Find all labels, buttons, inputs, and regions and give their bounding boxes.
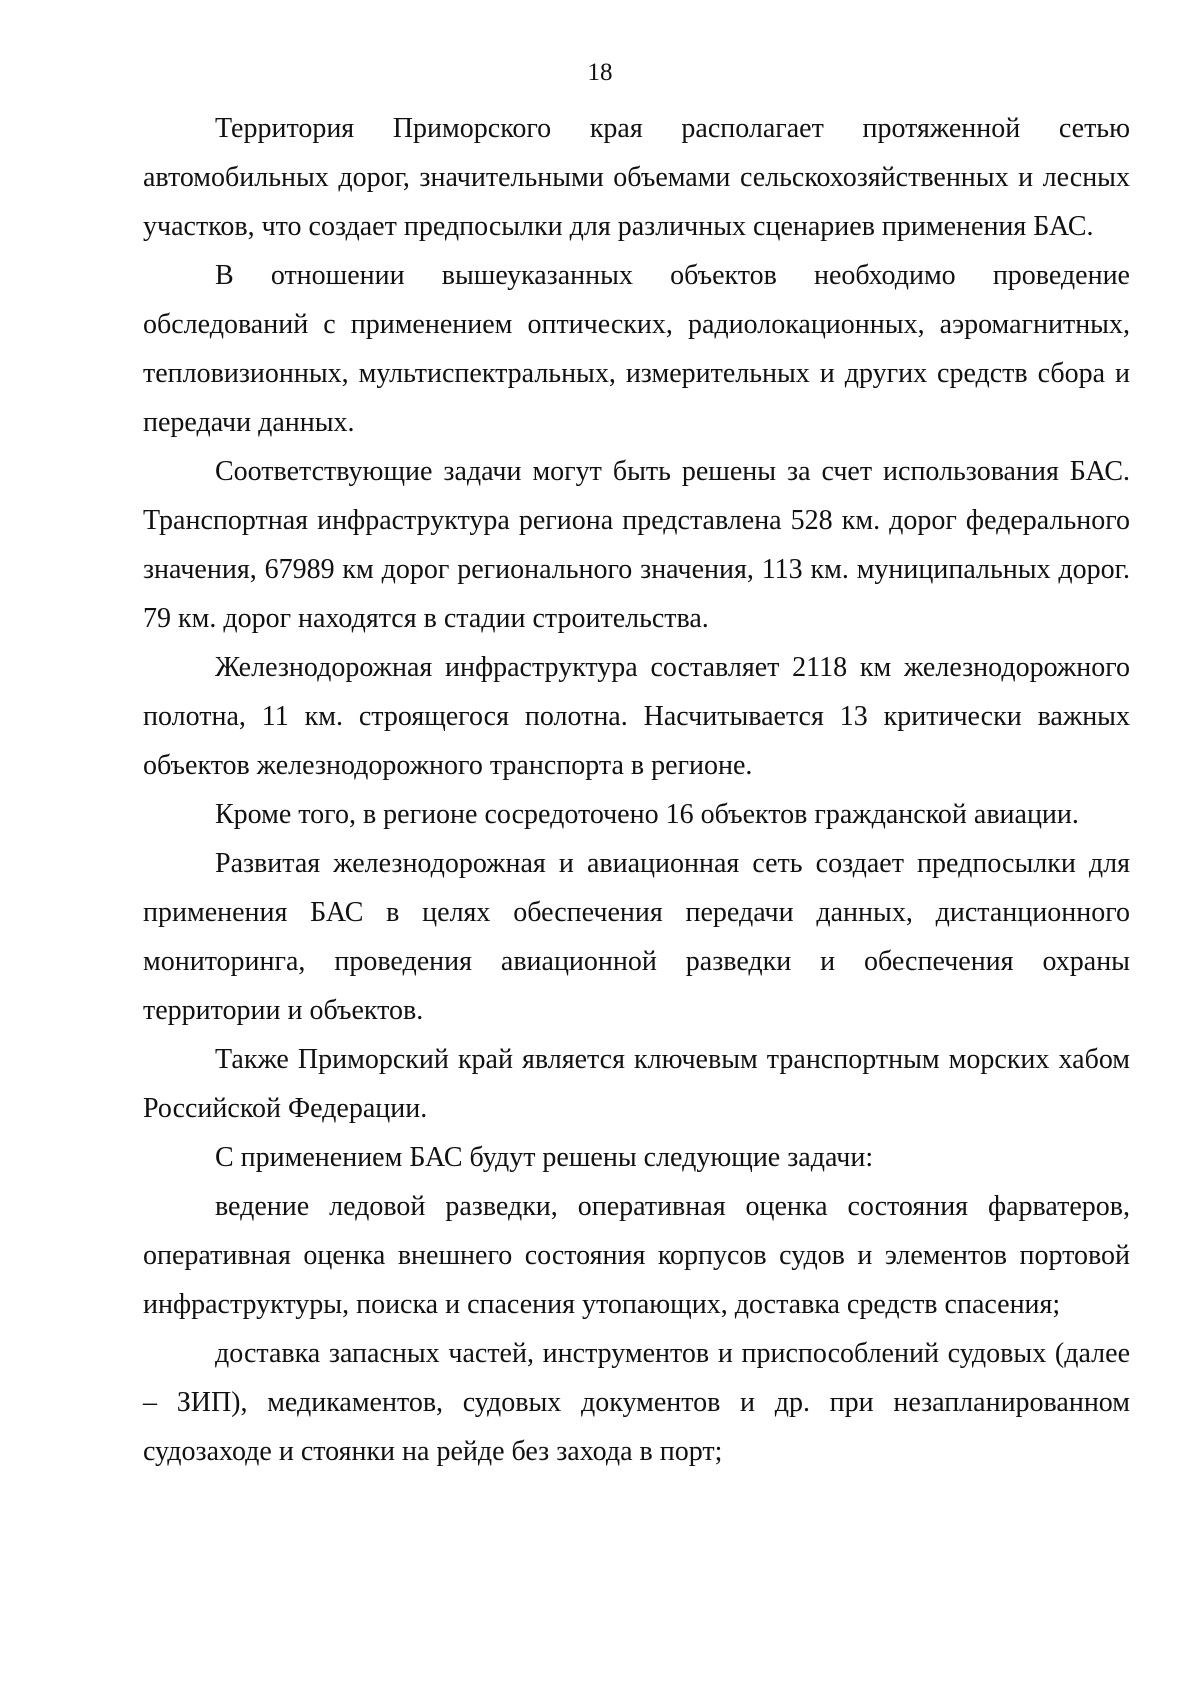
paragraph-tasks-intro: С применением БАС будут решены следующие задачи:	[215, 1142, 874, 1173]
document-body	[143, 104, 1130, 1476]
paragraph-sea-hub: Также Приморский край является ключевым транспортным морских хабом Российской Федерации.	[143, 1044, 1130, 1124]
page-number: 18	[587, 59, 613, 86]
paragraph-surveys: В отношении вышеуказанных объектов необходимо проведение обследований с применением оптических, радиолокационных, аэромагнитных, тепловизионных, мультиспектральных, измерительных и других средств сбора и передачи данных.	[143, 260, 1130, 438]
paragraph-network-prerequisites: Развитая железнодорожная и авиационная сеть создает предпосылки для применения БАС в целях обеспечения передачи данных, дистанционного мониторинга, проведения авиационной разведки и обеспечения охраны территории и объектов.	[143, 848, 1130, 1026]
paragraph-road-infrastructure: Соответствующие задачи могут быть решены за счет использования БАС. Транспортная инфраструктура региона представлена 528 км. дорог федерального значения, 67989 км дорог регионального значения, 113 км. муниципальных дорог. 79 км. дорог находятся в стадии строительства.	[143, 456, 1130, 634]
list-item-ice-reconnaissance: ведение ледовой разведки, оперативная оценка состояния фарватеров, оперативная оценка внешнего состояния корпусов судов и элементов портовой инфраструктуры, поиска и спасения утопающих, доставка средств спасения;	[143, 1191, 1130, 1320]
paragraph-territory: Территория Приморского края располагает протяженной сетью автомобильных дорог, значительными объемами сельскохозяйственных и лесных участков, что создает предпосылки для различных сценариев применения БАС.	[143, 113, 1130, 242]
paragraph-railway-infrastructure: Железнодорожная инфраструктура составляет 2118 км железнодорожного полотна, 11 км. строящегося полотна. Насчитывается 13 критически важных объектов железнодорожного транспорта в регионе.	[143, 652, 1130, 781]
list-item-spare-parts-delivery: доставка запасных частей, инструментов и приспособлений судовых (далее – ЗИП), медикаментов, судовых документов и др. при незапланированном судозаходе и стоянки на рейде без захода в порт;	[143, 1338, 1130, 1467]
paragraph-civil-aviation: Кроме того, в регионе сосредоточено 16 объектов гражданской авиации.	[215, 799, 1079, 830]
